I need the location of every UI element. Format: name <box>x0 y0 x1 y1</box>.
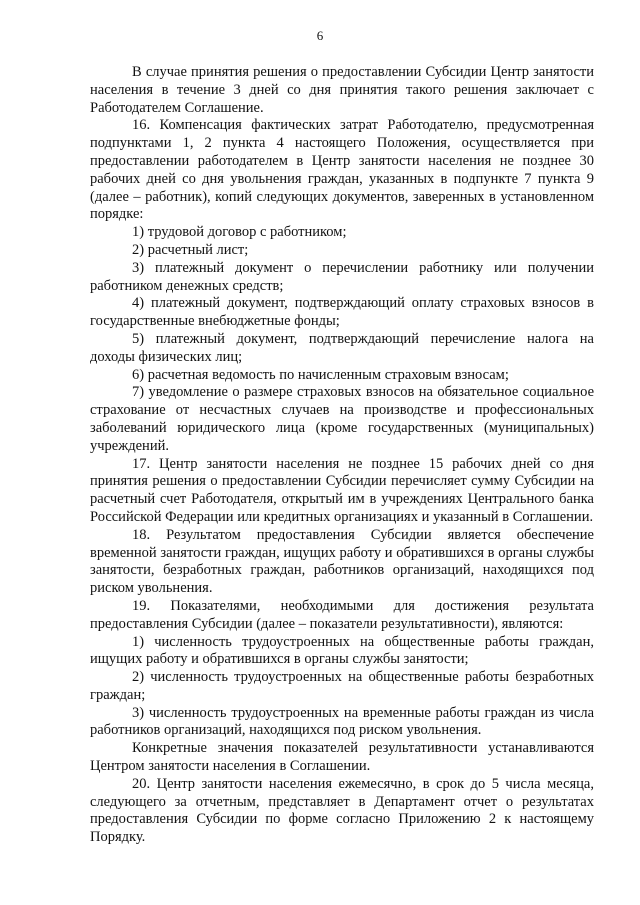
list-item-16-1: 1) трудовой договор с работником; <box>132 224 347 241</box>
document-body <box>90 64 594 847</box>
list-item-16-3: 3) платежный документ о перечислении работнику или получении работником денежных средств; <box>90 259 594 294</box>
list-item-16-4: 4) платежный документ, подтверждающий оплату страховых взносов в государственные внебюджетные фонды; <box>90 295 594 330</box>
paragraph-18: 18. Результатом предоставления Субсидии является обеспечение временной занятости граждан, ищущих работу и обратившихся в органы службы занятости, безработных граждан, работников организаций, находящихся под риском увольнения. <box>90 526 594 597</box>
paragraph-subsidy-agreement: В случае принятия решения о предоставлении Субсидии Центр занятости населения в течение 3 дней со дня принятия такого решения заключает с Работодателем Соглашение. <box>90 64 594 116</box>
list-item-19-3: 3) численность трудоустроенных на временные работы граждан из числа работников организаций, находящихся под риском увольнения. <box>90 704 594 739</box>
page-number: 6 <box>316 28 324 43</box>
list-item-16-7: 7) уведомление о размере страховых взносов на обязательное социальное страхование от несчастных случаев на производстве и профессиональных заболеваний юридического лица (кроме государственных (муниципальных) учреждений. <box>90 384 594 454</box>
list-item-19-2: 2) численность трудоустроенных на общественные работы безработных граждан; <box>90 669 594 703</box>
paragraph-20: 20. Центр занятости населения ежемесячно, в срок до 5 числа месяца, следующего за отчетным, представляет в Департамент отчет о результатах предоставления Субсидии по форме согласно Приложению 2 к настоящему Порядку. <box>90 775 594 846</box>
paragraph-17: 17. Центр занятости населения не позднее 15 рабочих дней со дня принятия решения о предоставлении Субсидии перечисляет сумму Субсидии на расчетный счет Работодателя, открытый им в учреждениях Центрального банка Российской Федерации или кредитных организациях и указанный в Соглашении. <box>90 455 594 525</box>
paragraph-indicator-values: Конкретные значения показателей результативности устанавливаются Центром занятости населения в Соглашении. <box>90 740 594 775</box>
list-item-16-6: 6) расчетная ведомость по начисленным страховым взносам; <box>132 366 509 383</box>
list-item-19-1: 1) численность трудоустроенных на общественные работы граждан, ищущих работу и обратившихся в органы службы занятости; <box>90 633 594 668</box>
paragraph-16: 16. Компенсация фактических затрат Работодателю, предусмотренная подпунктами 1, 2 пункта 4 настоящего Положения, осуществляется при предоставлении работодателем в Центр занятости населения не позднее 30 рабочих дней со дня увольнения граждан, указанных в подпункте 7 пункта 9 (далее – работник), копий следующих документов, заверенных в установленном порядке: <box>90 117 594 223</box>
paragraph-19: 19. Показателями, необходимыми для достижения результата предоставления Субсидии (далее – показатели результативности), являются: <box>90 597 594 632</box>
list-item-16-5: 5) платежный документ, подтверждающий перечисление налога на доходы физических лиц; <box>90 330 594 365</box>
list-item-16-2: 2) расчетный лист; <box>132 241 249 258</box>
